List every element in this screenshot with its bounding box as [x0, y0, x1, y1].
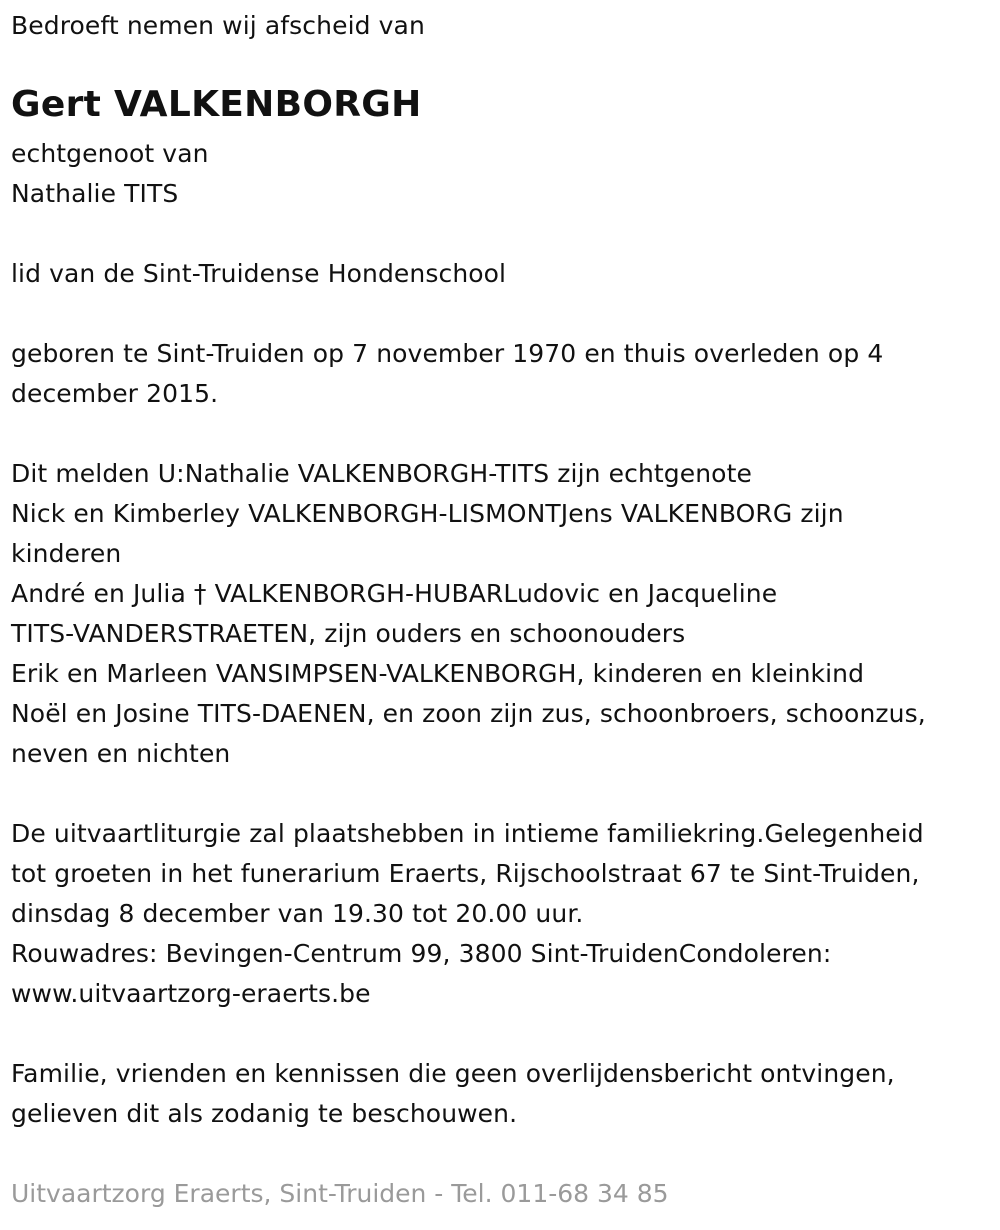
notice-line: Familie, vrienden en kennissen die geen overlijdensbericht ontvingen, [11, 1059, 895, 1088]
funeral-home-footer: Uitvaartzorg Eraerts, Sint-Truiden - Tel. 011-68 34 85 [11, 1179, 669, 1208]
birth-death-block [11, 334, 883, 414]
funeral-line: www.uitvaartzorg-eraerts.be [11, 979, 371, 1008]
funeral-line: De uitvaartliturgie zal plaatshebben in intieme familiekring.Gelegenheid [11, 819, 924, 848]
membership-block [11, 254, 506, 294]
family-line: neven en nichten [11, 739, 231, 768]
spouse-line: echtgenoot van [11, 139, 209, 168]
notice-block [11, 1054, 895, 1134]
family-line: Erik en Marleen VANSIMPSEN-VALKENBORGH, kinderen en kleinkind [11, 659, 865, 688]
family-line: Dit melden U:Nathalie VALKENBORGH-TITS zijn echtgenote [11, 459, 752, 488]
family-block [11, 454, 926, 774]
family-line: Nick en Kimberley VALKENBORGH-LISMONTJens VALKENBORG zijn [11, 499, 844, 528]
birth-death-line: december 2015. [11, 379, 219, 408]
funeral-line: dinsdag 8 december van 19.30 tot 20.00 uur. [11, 899, 584, 928]
family-line: TITS-VANDERSTRAETEN, zijn ouders en schoonouders [11, 619, 686, 648]
family-line: kinderen [11, 539, 122, 568]
family-line: Noël en Josine TITS-DAENEN, en zoon zijn zus, schoonbroers, schoonzus, [11, 699, 926, 728]
funeral-block [11, 814, 924, 1014]
family-line: André en Julia † VALKENBORGH-HUBARLudovic en Jacqueline [11, 579, 778, 608]
deceased-name: Gert VALKENBORGH [11, 84, 422, 125]
spouse-line: Nathalie TITS [11, 179, 179, 208]
funeral-line: tot groeten in het funerarium Eraerts, Rijschoolstraat 67 te Sint-Truiden, [11, 859, 920, 888]
spouse-block [11, 134, 209, 214]
funeral-line: Rouwadres: Bevingen-Centrum 99, 3800 Sint-TruidenCondoleren: [11, 939, 832, 968]
membership-line: lid van de Sint-Truidense Hondenschool [11, 259, 507, 288]
notice-line: gelieven dit als zodanig te beschouwen. [11, 1099, 518, 1128]
intro-text: Bedroeft nemen wij afscheid van [11, 11, 425, 40]
birth-death-line: geboren te Sint-Truiden op 7 november 1970 en thuis overleden op 4 [11, 339, 884, 368]
